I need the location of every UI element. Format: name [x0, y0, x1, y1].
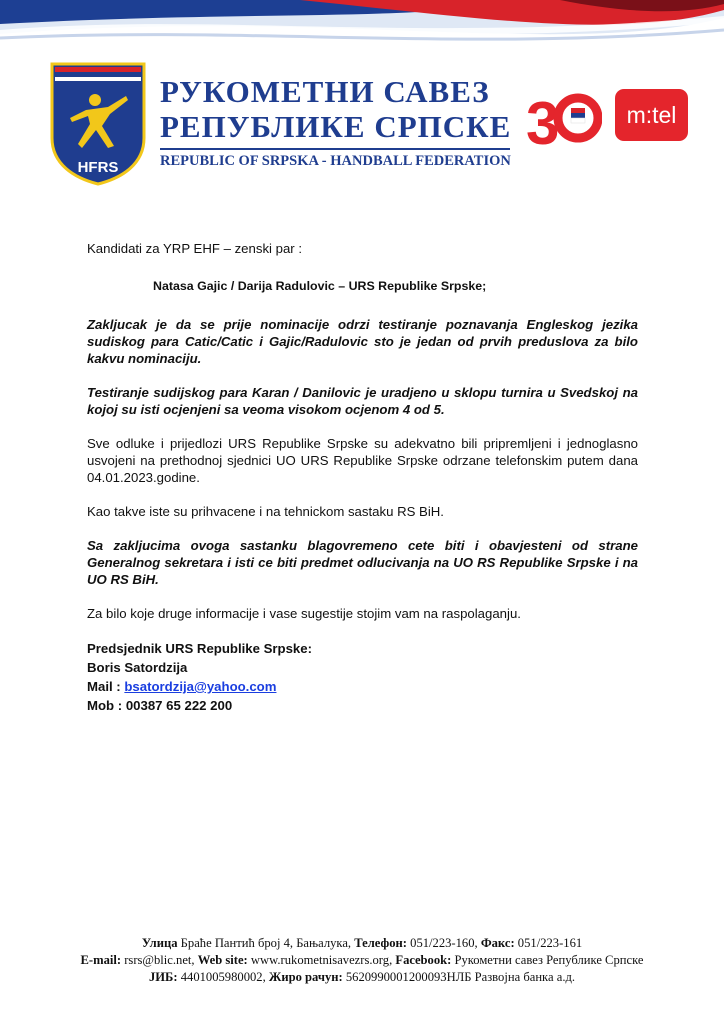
footer-line-bank: ЈИБ: 4401005980002, Жиро рачун: 5620990001200093НЛБ Развојна банка а.д.: [148, 970, 576, 984]
candidates-line: Kandidati za YRP EHF – zenski par :: [87, 241, 303, 256]
organization-name-block: [160, 74, 510, 170]
footer-line-address: Улица Браће Пантић број 4, Бањалука, Телефон: 051/223-160, Факс: 051/223-161: [141, 936, 583, 950]
svg-text:3: 3: [526, 90, 560, 152]
anniversary-30-logo: [524, 84, 602, 152]
signature-mobile: Mob : 00387 65 222 200: [87, 698, 233, 713]
footer-line-contact: E-mail: rsrs@blic.net, Web site: www.rukometnisavezrs.org, Facebook: Рукометни савез Републике Српске: [80, 953, 644, 967]
org-name-line2: РЕПУБЛИКЕ СРПСКЕ: [160, 109, 512, 144]
paragraph-accepted: Kao takve iste su prihvacene i na tehnickom sastaku RS BiH.: [87, 504, 444, 519]
email-link[interactable]: bsatordzija@yahoo.com: [124, 679, 277, 694]
mtel-sponsor-logo: m:tel: [615, 89, 688, 141]
paragraph-meeting-conclusions: Sa zakljucima ovoga sastanku blagovremeno cete biti i obavjesteni od strane Generalnog sekretara i isti ce biti predmet odlucivanja na UO RS Republike Srpske i na UO RS BiH.: [87, 538, 638, 587]
hfrs-crest-logo: [48, 60, 148, 186]
signature-block: [87, 639, 638, 715]
letterhead-footer: [0, 935, 724, 986]
paragraph-conclusion: Zakljucak je da se prije nominacije odrzi testiranje poznavanja Engleskog jezika sudiskog para Catic/Catic i Gajic/Radulovic sto je jedan od prvih preduslova za bilo kakvu nominaciju.: [87, 317, 638, 366]
paragraph-decisions: Sve odluke i prijedlozi URS Republike Srpske su adekvatno bili pripremljeni i jednoglasno usvojeni na prethodnoj sjednici UO URS Republike Srpske odrzane telefonskim putem dana 04.01.2023.godine.: [87, 436, 638, 485]
org-subtitle: REPUBLIC OF SRPSKA - HANDBALL FEDERATION: [160, 148, 510, 170]
referee-pair-line: Natasa Gajic / Darija Radulovic – URS Republike Srpske;: [153, 279, 487, 293]
org-name-line1: РУКОМЕТНИ САВЕЗ: [160, 74, 490, 109]
mail-label: Mail :: [87, 679, 125, 694]
crest-text: HFRS: [77, 159, 119, 176]
signature-title: Predsjednik URS Republike Srpske:: [87, 641, 312, 656]
signature-mail: [87, 677, 638, 696]
paragraph-info: Za bilo koje druge informacije i vase sugestije stojim vam na raspolaganju.: [87, 606, 521, 621]
signature-name: Boris Satordzija: [87, 660, 188, 675]
letter-body: [87, 240, 638, 715]
paragraph-testing: Testiranje sudijskog para Karan / Danilovic je uradjeno u sklopu turnira u Svedskoj na kojoj su isti ocjenjeni sa veoma visokom ocjenom 4 od 5.: [87, 385, 638, 417]
